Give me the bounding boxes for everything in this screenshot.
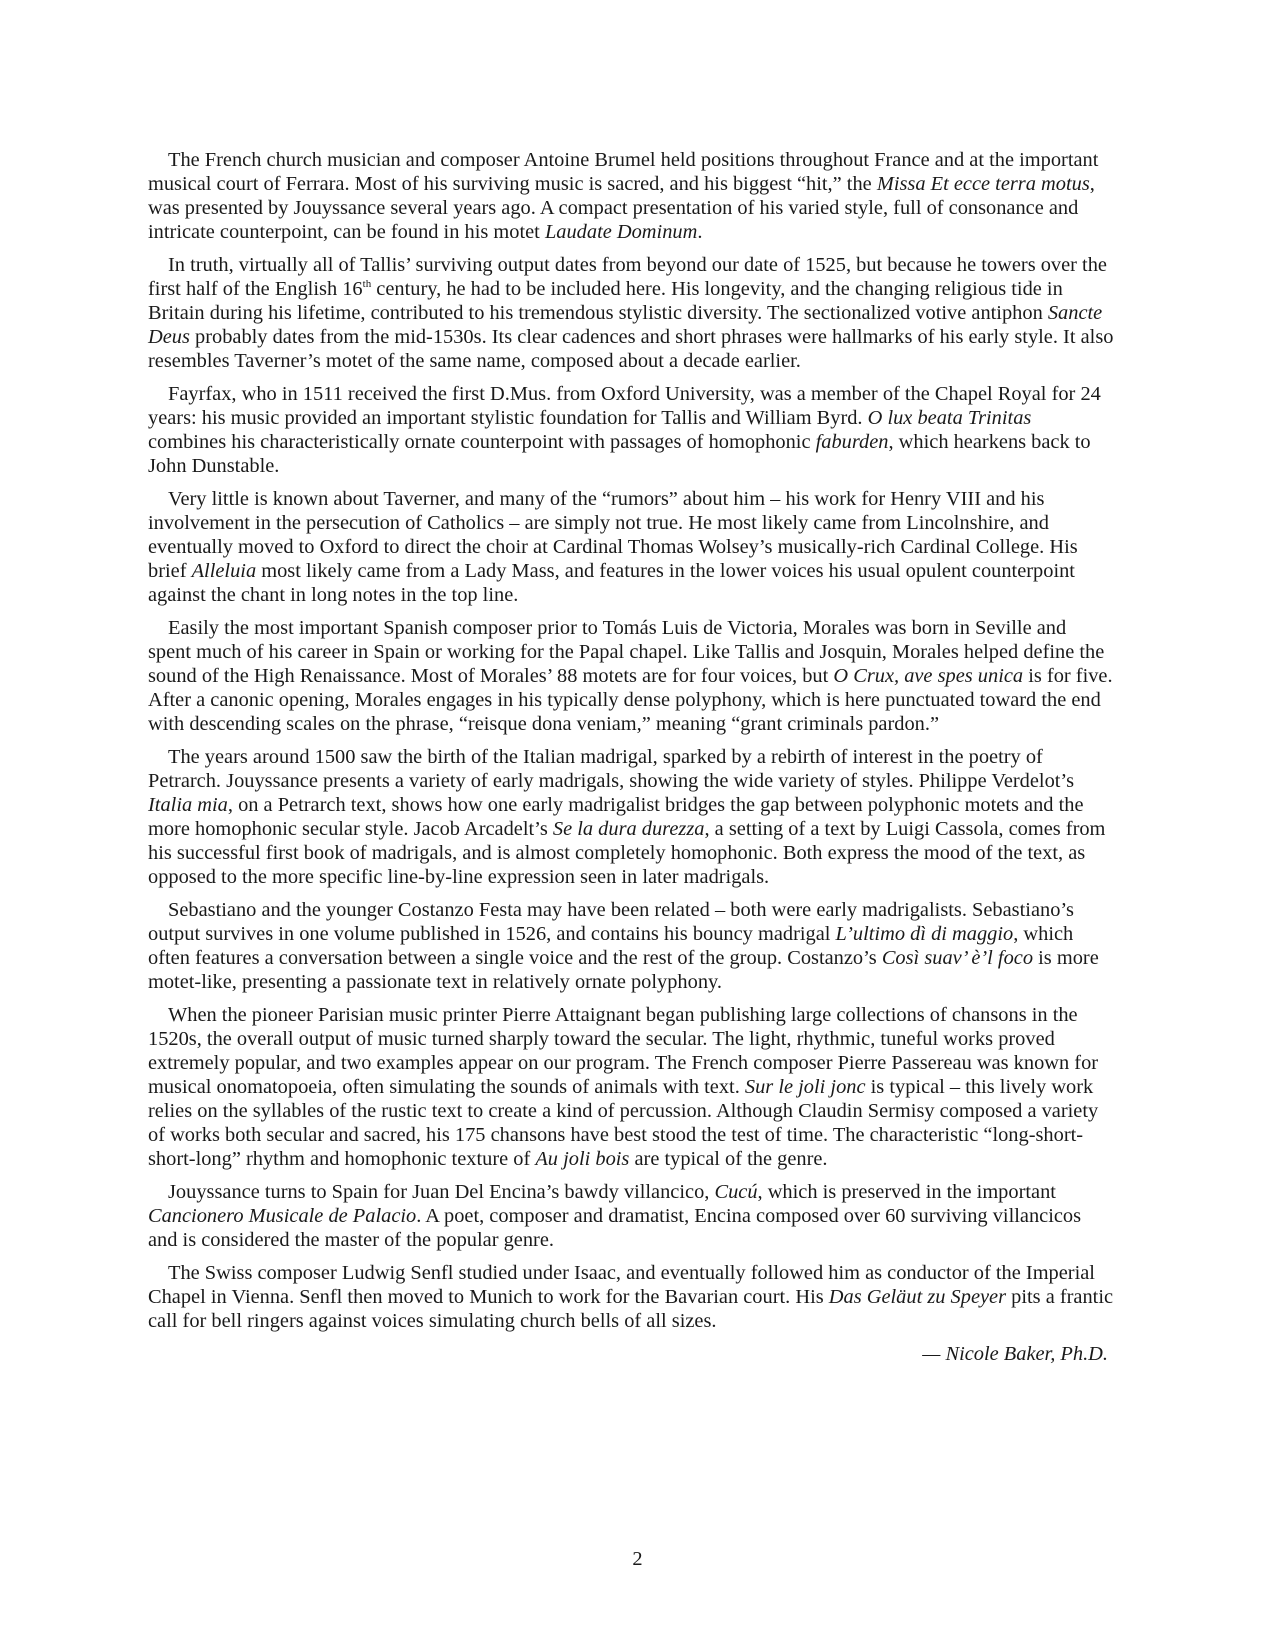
paragraph-text: The French church musician and composer Antoine Brumel held positions throughout France and at the important musical court of Ferrara. Most of his surviving music is sacred, and his biggest “hit,” the — [148, 149, 1099, 195]
italic-title-text: O lux beata Trinitas — [867, 407, 1032, 429]
page-number: 2 — [632, 1548, 643, 1570]
paragraph — [148, 1261, 1114, 1333]
italic-title-text: Sur le joli jonc — [744, 1076, 866, 1098]
paragraph — [148, 382, 1114, 478]
paragraph — [148, 745, 1114, 889]
italic-title-text: Cucú — [714, 1181, 758, 1203]
paragraph-text: , which hearkens back to John Dunstable. — [148, 431, 1091, 477]
italic-title-text: O Crux, ave spes unica — [833, 665, 1024, 687]
paragraph-text: probably dates from the mid-1530s. Its clear cadences and short phrases were hallmarks of his early style. It also resembles Taverner’s motet of the same name, composed about a decade earlier. — [148, 326, 1114, 372]
italic-title-text: L’ultimo dì di maggio — [835, 923, 1014, 945]
paragraph-text: , was presented by Jouyssance several years ago. A compact presentation of his varied style, full of consonance and intricate counterpoint, can be found in his motet — [148, 173, 1095, 243]
paragraph-text: century, he had to be included here. His longevity, and the changing religious tide in Britain during his lifetime, contributed to his tremendous stylistic diversity. The sectionalized votive antiphon — [148, 278, 1063, 324]
italic-title-text: Cancionero Musicale de Palacio — [148, 1205, 417, 1227]
italic-title-text: Das Geläut zu Speyer — [828, 1286, 1007, 1308]
paragraph-text: Sebastiano and the younger Costanzo Festa may have been related – both were early madrigalists. Sebastiano’s output survives in one volume published in 1526, and contains his bouncy madrigal — [148, 899, 1074, 945]
paragraph-text: In truth, virtually all of Tallis’ surviving output dates from beyond our date of 1525, but because he towers over the first half of the English 16 — [148, 254, 1107, 300]
paragraph-text: pits a frantic call for bell ringers against voices simulating church bells of all sizes. — [148, 1286, 1114, 1332]
paragraph-text: The Swiss composer Ludwig Senfl studied under Isaac, and eventually followed him as conductor of the Imperial Chapel in Vienna. Senfl then moved to Munich to work for the Bavarian court. His — [148, 1262, 1095, 1308]
paragraph — [148, 148, 1114, 244]
paragraph-text: . A poet, composer and dramatist, Encina composed over 60 surviving villancicos and is considered the master of the popular genre. — [148, 1205, 1082, 1251]
paragraph-text: , which often features a conversation between a single voice and the rest of the group. Costanzo’s — [148, 923, 1074, 969]
paragraph-text: Jouyssance turns to Spain for Juan Del Encina’s bawdy villancico, — [168, 1181, 715, 1203]
paragraph-text: , which is preserved in the important — [757, 1181, 1056, 1203]
paragraph-text: When the pioneer Parisian music printer Pierre Attaignant began publishing large collections of chansons in the 1520s, the overall output of music turned sharply toward the secular. The light, rhythmic, tuneful works proved extremely popular, and two examples appear on our program. The French composer Pierre Passereau was known for musical onomatopoeia, often simulating the sounds of animals with text. — [148, 1004, 1099, 1098]
paragraph-text: , a setting of a text by Luigi Cassola, comes from his successful first book of madrigals, and is almost completely homophonic. Both express the mood of the text, as opposed to the more specific line-by-line expression seen in later madrigals. — [148, 818, 1106, 888]
italic-title-text: Così suav’ è’l foco — [881, 947, 1034, 969]
paragraph-text: are typical of the genre. — [629, 1148, 828, 1170]
paragraph — [148, 1003, 1114, 1171]
author-signature: — Nicole Baker, Ph.D. — [922, 1343, 1108, 1365]
paragraph — [148, 616, 1114, 736]
paragraph-text: Easily the most important Spanish composer prior to Tomás Luis de Victoria, Morales was born in Seville and spent much of his career in Spain or working for the Papal chapel. Like Tallis and Josquin, Morales helped define the sound of the High Renaissance. Most of Morales’ 88 motets are for four voices, but — [148, 617, 1105, 687]
paragraph-text: is typical – this lively work relies on the syllables of the rustic text to create a kind of percussion. Although Claudin Sermisy composed a variety of works both secular and sacred, his 175 chansons have best stood the test of time. The characteristic “long-short-short-long” rhythm and homophonic texture of — [148, 1076, 1099, 1170]
document-page — [148, 148, 1114, 1366]
paragraph-text: Fayrfax, who in 1511 received the first D.Mus. from Oxford University, was a member of the Chapel Royal for 24 years: his music provided an important stylistic foundation for Tallis and William Byrd. — [148, 383, 1101, 429]
italic-title-text: Italia mia — [148, 794, 228, 816]
paragraph-text: is for five. After a canonic opening, Morales engages in his typically dense polyphony, which is here punctuated toward the end with descending scales on the phrase, “reisque dona veniam,” meaning “grant criminals pardon.” — [148, 665, 1113, 735]
paragraph-text: most likely came from a Lady Mass, and features in the lower voices his usual opulent counterpoint against the chant in long notes in the top line. — [148, 560, 1075, 606]
paragraph-text: Very little is known about Taverner, and many of the “rumors” about him – his work for Henry VIII and his involvement in the persecution of Catholics – are simply not true. He most likely came from Lincolnshire, and eventually moved to Oxford to direct the choir at Cardinal Thomas Wolsey’s musically-rich Cardinal College. His brief — [148, 488, 1078, 582]
italic-title-text: Se la dura durezza — [552, 818, 705, 840]
paragraph-text: , on a Petrarch text, shows how one early madrigalist bridges the gap between polyphonic motets and the more homophonic secular style. Jacob Arcadelt’s — [148, 794, 1084, 840]
paragraph — [148, 1180, 1114, 1252]
paragraph-text: The years around 1500 saw the birth of the Italian madrigal, sparked by a rebirth of interest in the poetry of Petrarch. Jouyssance presents a variety of early madrigals, showing the wide variety of styles. Philippe Verdelot’s — [148, 746, 1075, 792]
paragraph — [148, 487, 1114, 607]
italic-title-text: Missa Et ecce terra motus — [876, 173, 1090, 195]
paragraph — [148, 898, 1114, 994]
italic-title-text: faburden — [815, 431, 889, 453]
paragraph — [148, 253, 1114, 373]
italic-title-text: Sancte Deus — [148, 302, 1103, 348]
body-text — [148, 148, 1114, 1333]
italic-title-text: Laudate Dominum — [544, 221, 698, 243]
paragraph-text: . — [697, 221, 703, 243]
paragraph-text: combines his characteristically ornate counterpoint with passages of homophonic — [148, 431, 816, 453]
italic-title-text: Au joli bois — [535, 1148, 630, 1170]
italic-title-text: Alleluia — [191, 560, 257, 582]
superscript-text: th — [362, 278, 372, 290]
paragraph-text: is more motet-like, presenting a passionate text in relatively ornate polyphony. — [148, 947, 1099, 993]
